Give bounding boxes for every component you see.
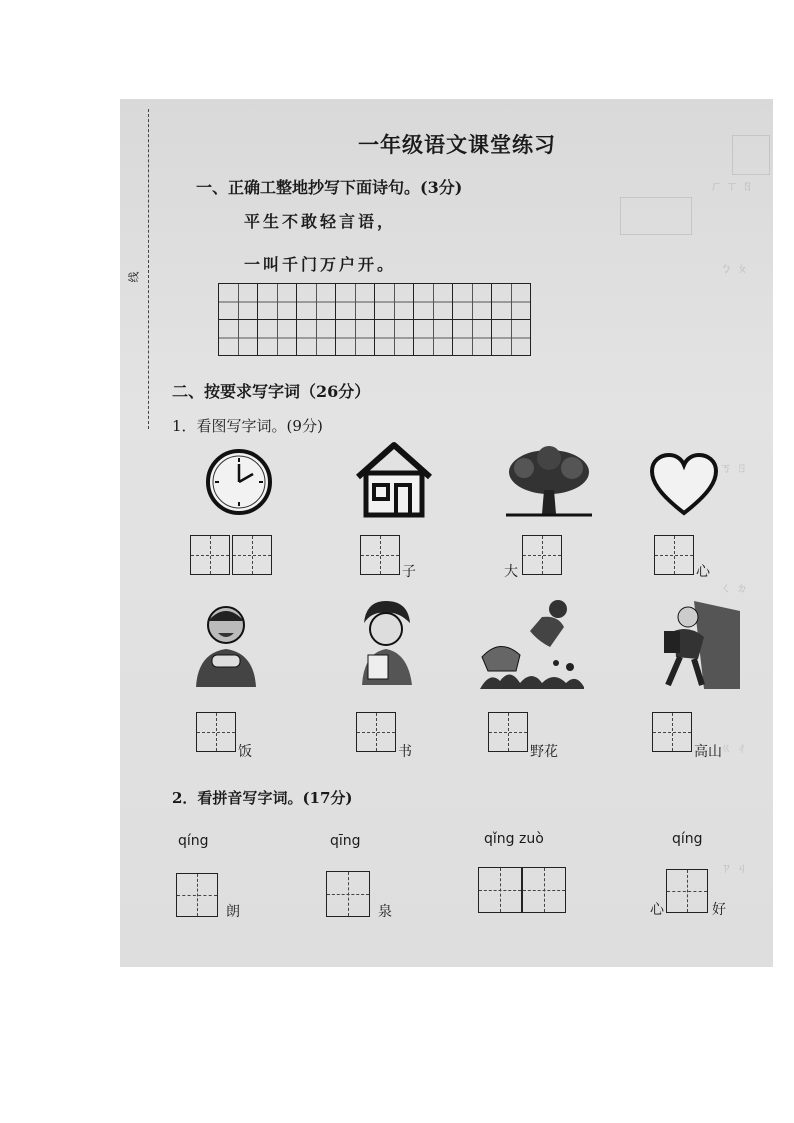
- bleed-through-text: ㄏ ㄒ ㄖ: [710, 179, 754, 193]
- section1-heading: 一、正确工整地抄写下面诗句。(3分): [196, 178, 463, 197]
- bleed-through-text: ㄍ ㄔ: [720, 741, 748, 755]
- bleed-through-box: [620, 197, 692, 235]
- section2-heading: 二、按要求写字词（26分）: [172, 382, 371, 401]
- bleed-through-text: ㄅ ㄆ: [720, 261, 748, 275]
- house-icon: [352, 439, 436, 519]
- word-suffix: 朗: [226, 904, 240, 920]
- pinyin-label: qíng: [672, 831, 703, 847]
- picking-flowers-icon: [480, 597, 584, 689]
- grid-row: [219, 320, 531, 356]
- writing-cell[interactable]: [453, 284, 492, 320]
- word-suffix: 书: [398, 744, 412, 760]
- bleed-through-box: [732, 135, 770, 175]
- part2-heading: 2．看拼音写字词。(17分): [172, 789, 353, 807]
- tree-icon: [504, 444, 594, 520]
- writing-cell[interactable]: [219, 284, 258, 320]
- worksheet-page: [120, 99, 773, 967]
- word-suffix: 心: [696, 564, 710, 580]
- word-suffix: 饭: [238, 744, 252, 760]
- writing-box[interactable]: [190, 535, 230, 575]
- writing-box[interactable]: [522, 867, 566, 913]
- writing-cell[interactable]: [375, 284, 414, 320]
- pinyin-label: qíng: [178, 833, 209, 849]
- writing-box[interactable]: [478, 867, 522, 913]
- writing-box[interactable]: [522, 535, 562, 575]
- writing-cell[interactable]: [414, 284, 453, 320]
- writing-box[interactable]: [666, 869, 708, 913]
- writing-cell[interactable]: [492, 284, 531, 320]
- writing-cell[interactable]: [297, 284, 336, 320]
- writing-box[interactable]: [652, 712, 692, 752]
- page-title: 一年级语文课堂练习: [358, 132, 556, 157]
- poem-line-1: 平生不敢轻言语，: [244, 212, 397, 231]
- writing-cell[interactable]: [336, 284, 375, 320]
- binding-cut-line: [148, 109, 149, 429]
- writing-box[interactable]: [326, 871, 370, 917]
- writing-box[interactable]: [488, 712, 528, 752]
- grid-row: [219, 284, 531, 320]
- writing-cell[interactable]: [258, 284, 297, 320]
- writing-cell[interactable]: [492, 320, 531, 356]
- bleed-through-text: ㄗ ㄐ: [720, 861, 748, 875]
- writing-cell[interactable]: [219, 320, 258, 356]
- writing-cell[interactable]: [453, 320, 492, 356]
- reading-boy-icon: [354, 597, 418, 687]
- word-suffix: 高山: [694, 744, 722, 760]
- pinyin-label: qīng: [330, 833, 361, 849]
- writing-cell[interactable]: [297, 320, 336, 356]
- bleed-through-text: ㄑ ㄉ: [720, 581, 748, 595]
- writing-cell[interactable]: [375, 320, 414, 356]
- writing-box[interactable]: [196, 712, 236, 752]
- writing-box[interactable]: [654, 535, 694, 575]
- copy-writing-grid: [218, 283, 531, 356]
- word-suffix: 好: [712, 902, 726, 918]
- writing-cell[interactable]: [258, 320, 297, 356]
- binding-label: 线: [127, 271, 141, 283]
- word-prefix: 大: [504, 564, 518, 580]
- pinyin-label: qǐng zuò: [484, 831, 544, 847]
- word-suffix: 野花: [530, 744, 558, 760]
- writing-cell[interactable]: [414, 320, 453, 356]
- heart-icon: [648, 451, 720, 517]
- word-suffix: 子: [402, 564, 416, 580]
- writing-box[interactable]: [360, 535, 400, 575]
- climbing-icon: [654, 601, 740, 689]
- writing-box[interactable]: [232, 535, 272, 575]
- writing-box[interactable]: [176, 873, 218, 917]
- writing-cell[interactable]: [336, 320, 375, 356]
- bleed-through-text: ㄎ ㄖ: [720, 461, 748, 475]
- eating-boy-icon: [190, 599, 262, 689]
- poem-line-2: 一叫千门万户开。: [244, 255, 397, 274]
- writing-box[interactable]: [356, 712, 396, 752]
- part1-heading: 1．看图写字词。(9分): [172, 417, 323, 435]
- word-prefix: 心: [650, 902, 664, 918]
- clock-icon: [204, 447, 274, 517]
- word-suffix: 泉: [378, 904, 392, 920]
